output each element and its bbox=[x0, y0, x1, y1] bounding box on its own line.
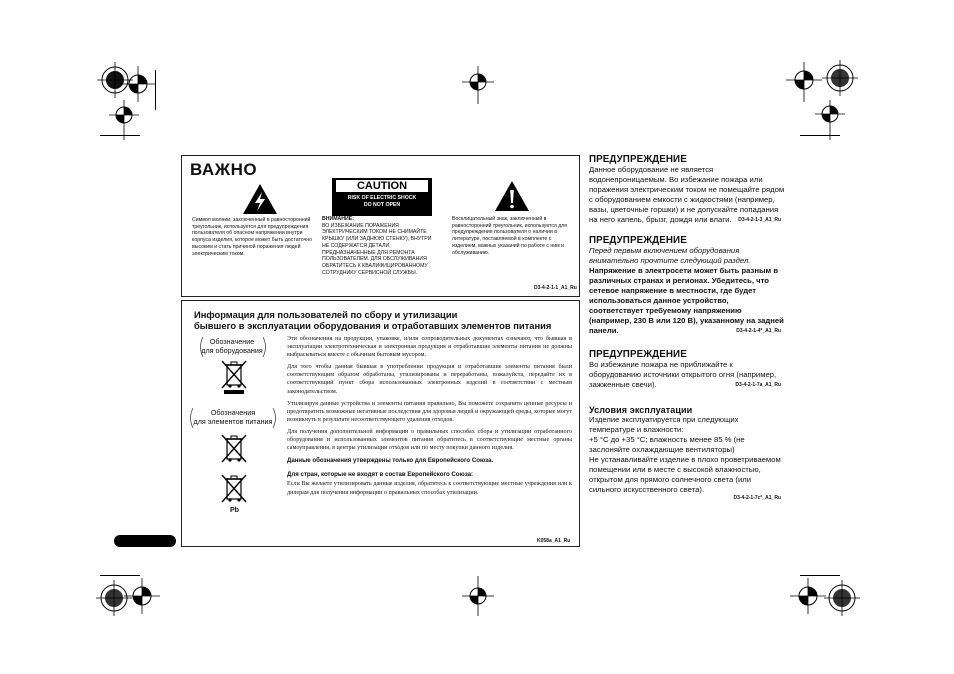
crosshair-bottom-center-icon bbox=[458, 576, 498, 616]
warning-3-title: ПРЕДУПРЕЖДЕНИЕ bbox=[589, 349, 687, 360]
conditions-text-1: Изделие эксплуатируется при следующих температуре и влажности: bbox=[589, 415, 739, 434]
caution-title: CAUTION bbox=[336, 180, 428, 192]
warning-3-code: D3-4-2-1-7a_A1_Ru bbox=[735, 382, 781, 388]
important-title: ВАЖНО bbox=[190, 160, 258, 179]
disposal-paragraph-4: Для получения дополнительной информации о правильных способах сбора и утилизации отработанного оборудования и использованных элементов питания обратитесь в соответствующие местные органы самоуправления, в центры утилизации отходов или по месту покупки данного изделия. bbox=[287, 428, 572, 452]
conditions-title: Условия эксплуатации bbox=[589, 405, 693, 415]
crosshair-bottom-left-icon bbox=[124, 578, 160, 614]
non-eu-title: Для стран, которые не входят в состав Европейского Союза: bbox=[287, 471, 474, 479]
label-equipment: Обозначение для оборудования bbox=[201, 337, 263, 355]
lightning-triangle-icon bbox=[242, 183, 278, 215]
lightning-description: Символ молнии, заключенный в равносторонний треугольник, используется для предупреждения пользователя об опасном напряжении внутри корпуса изделия, которое может быть достаточно высоким и стать причиной поражения людей электрическим током. bbox=[192, 217, 313, 257]
conditions-text-3: Не устанавливайте изделие в плохо проветриваемом помещении или в месте с высокой влажностью, открытом для прямого солнечного света (или сильного искусственного света). bbox=[589, 455, 781, 494]
crop-line bbox=[800, 135, 840, 136]
warning-2-italic: Перед первым включением оборудования внимательно прочтите следующий раздел. bbox=[589, 246, 751, 265]
registration-mark-bottom-right-icon bbox=[820, 576, 864, 620]
disposal-title-line2: бывшего в эксплуатации оборудования и отработавших элементов питания bbox=[194, 320, 552, 331]
warning-2-bold: Напряжение в электросети может быть разным в различных странах и регионах. Убедитесь, что сетевое напряжение в местности, где будет использоваться данное устройство, соответствует требуемому напряжению (например, 230 В или 120 В), указанному на задней панели. bbox=[589, 266, 784, 335]
warning-block bbox=[322, 216, 440, 276]
disposal-text bbox=[287, 335, 572, 501]
warning-2-title: ПРЕДУПРЕЖДЕНИЕ bbox=[589, 235, 687, 246]
disposal-box bbox=[181, 300, 580, 547]
exclamation-description: Восклицательный знак, заключенный в равносторонний треугольник, используется для предупреждения пользователя о наличии в литературе, поставляемой в комплекте с изделием, важных указаний по работе с ним и обслуживанию. bbox=[452, 216, 568, 256]
caution-subtitle: RISK OF ELECTRIC SHOCK DO NOT OPEN bbox=[347, 195, 417, 208]
registration-mark-top-right-icon bbox=[820, 58, 860, 98]
disposal-paragraph-2: Для того чтобы данная бывшая в употреблении продукция и отработавшие элементы питания были соответствующим образом обработаны, утилизированы и переработаны, пожалуйста, передайте их в соответствующий пункт сбора использованных электронных изделий в соответствии с местным законодательством. bbox=[287, 364, 572, 395]
crop-line bbox=[100, 135, 140, 136]
warning-1-title: ПРЕДУПРЕЖДЕНИЕ bbox=[589, 154, 687, 165]
disposal-paragraph-1: Эти обозначения на продукции, упаковке, и/или сопроводительных документах означают, что бывшая в эксплуатации электротехническая и электронная продукция и отработавшие элементы питания не должны выбрасываться вместе с обычным бытовым мусором. bbox=[287, 336, 572, 359]
crosshair-top-center-icon bbox=[458, 64, 498, 104]
crosshair-top-left-icon bbox=[120, 66, 156, 102]
crosshair-top-right-lower-icon bbox=[810, 100, 850, 140]
pb-label: Pb bbox=[230, 507, 239, 514]
crossed-bin-battery-icon bbox=[219, 433, 249, 469]
bracket-equipment-icon bbox=[197, 335, 269, 359]
eu-only-note: Данные обозначения утверждены только для Европейского Союза. bbox=[287, 457, 494, 465]
important-box bbox=[181, 155, 580, 297]
label-batteries: Обозначения для элементов питания bbox=[193, 408, 273, 426]
disposal-title-line1: Информация для пользователей по сбору и утилизации bbox=[194, 309, 458, 320]
conditions-code: D3-4-2-1-7c*_A1_Ru bbox=[733, 495, 781, 501]
conditions-text-2: +5 °C до +35 °C; влажность менее 85 % (не заслоняйте охлаждающие вентиляторы) bbox=[589, 435, 745, 454]
exclamation-triangle-icon bbox=[494, 180, 530, 212]
warning-title: ВНИМАНИЕ: bbox=[322, 216, 354, 222]
important-code: D3-4-2-1-1_A1_Ru bbox=[534, 285, 577, 291]
crossed-bin-equipment-icon bbox=[219, 359, 249, 395]
right-column bbox=[589, 154, 785, 503]
disposal-paragraph-3: Утилизируя данные устройства и элементы питания правильно, Вы поможете сохранить ценные ресурсы и предотвратить возможные негативные последствия для здоровья людей и окружающей среды, которые могут возникнуть в результате несоответствующего удаления отходов. bbox=[287, 400, 572, 423]
caution-label bbox=[332, 178, 432, 216]
non-eu-text: Если Вы желаете утилизировать данные изделия, обратитесь к соответствующие местные учреждения или к дилерам для получения информации о правильных способах утилизации. bbox=[287, 481, 572, 496]
warning-2-code: D3-4-2-1-4*_A1_Ru bbox=[736, 328, 781, 334]
bracket-batteries-icon bbox=[187, 406, 279, 430]
page-tab bbox=[114, 535, 176, 547]
disposal-title bbox=[194, 309, 551, 331]
warning-1-text: Данное оборудование не является водонепроницаемым. Во избежание пожара или поражения электрическим током не помещайте рядом с оборудованием емкости с жидкостями (например, вазы, цветочные горшки) и не допускайте попадания на него капель, брызг, дождя или влаги. bbox=[589, 165, 785, 224]
disposal-code: K058a_A1_Ru bbox=[537, 538, 571, 544]
crop-line bbox=[800, 575, 840, 576]
warning-1-code: D3-4-2-1-3_A1_Ru bbox=[738, 217, 781, 223]
crop-line bbox=[100, 575, 140, 576]
crosshair-top-left-lower-icon bbox=[104, 100, 144, 140]
crop-line bbox=[155, 70, 156, 110]
crossed-bin-pb-icon bbox=[219, 473, 249, 509]
warning-3-text: Во избежание пожара не приближайте к оборудованию источники открытого огня (например, зажженные свечи). bbox=[589, 360, 777, 389]
warning-text: ВО ИЗБЕЖАНИЕ ПОРАЖЕНИЯ ЭЛЕКТРИЧЕСКИМ ТОКОМ НЕ СНИМАЙТЕ КРЫШКУ (ИЛИ ЗАДНЮЮ СТЕНКУ), ВНУТРИ НЕ СОДЕРЖАТСЯ ДЕТАЛИ, ПРЕДНАЗНАЧЕННЫЕ ДЛЯ РЕМОНТА ПОЛЬЗОВАТЕЛЕМ. ДЛЯ ОБСЛУЖИВАНИЯ ОБРАТИТЕСЬ К КВАЛИФИЦИРОВАННОМУ СОТРУДНИКУ СЕРВИСНОЙ СЛУЖБЫ. bbox=[322, 222, 432, 276]
